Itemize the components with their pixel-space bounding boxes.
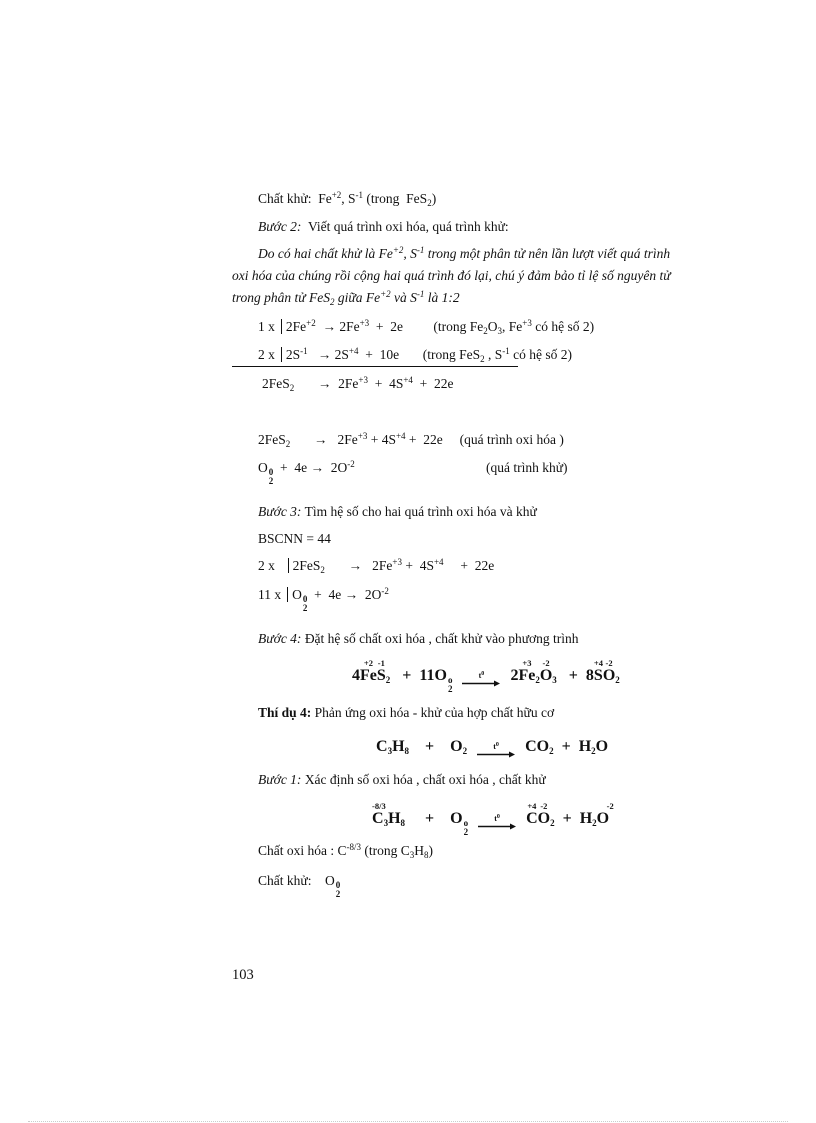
step2-paragraph-line2: oxi hóa của chúng rồi cộng hai quá trình đó lại, chú ý đảm bảo tỉ lệ số nguyên tử	[232, 268, 671, 283]
page-number: 103	[232, 967, 254, 983]
sum-rule	[232, 366, 518, 367]
half-reaction-fe: 1 x $2Fe^{+2} \to 2Fe^{+3} + 2e$ (trong $Fe_2O_3$, $Fe^{+3}$ có hệ số 2)	[258, 318, 595, 336]
oxidation-process: 2FeS$_2$ → $2Fe^{+3} + 4S^{+4} + 22e$ (quá trình oxi hóa )	[258, 431, 564, 449]
ex-step1-heading: Bước 1: Xác định số oxi hóa , chất oxi hóa , chất khử	[258, 772, 546, 787]
step2-paragraph-line1: Do có hai chất khử là $Fe^{+2}$, $S^{-1}$ trong một phân tử nên lần lượt viết quá trình	[258, 245, 671, 261]
multiplied-oxidation: 2 x 2FeS$_2$ → $2Fe^{+3} + 4S^{+4}$ + 22e	[258, 557, 495, 575]
reduction-label: (quá trình khử)	[486, 460, 568, 475]
example4-equation: $C_3H_8$ + $O_2$ $t^0$ $CO_2 + H_2O$	[376, 738, 609, 756]
step2-heading: Bước 2: Viết quá trình oxi hóa, quá trình khử:	[258, 219, 509, 234]
oxidant-line: Chất oxi hóa : $C^{-8/3}$ (trong $C_3H_8$)	[258, 842, 434, 860]
step3-heading: Bước 3: Tìm hệ số cho hai quá trình oxi hóa và khử	[258, 504, 537, 519]
reducer2-line: Chất khử: O 0 2	[258, 873, 341, 899]
reduction-process: O 0 2 + $4e \to 2O^{-2}$	[258, 459, 355, 486]
balanced-equation: 4Fe +2 S -1 $_2$ + 11O o 2 $t^0$ 2Fe +3 $_2$O -2 $_3$ + 8S +4 O -2 $_2$	[352, 658, 620, 694]
multiplied-reduction: 11 x O 0 2 + $4e \to 2O^{-2}$	[258, 586, 389, 613]
step4-heading: Bước 4: Đặt hệ số chất oxi hóa , chất khử vào phương trình	[258, 631, 579, 646]
oxidation-numbers-equation: C -8/3 $_3H_8$ + O o 2 $t^0$ C +4 O -2 $_2 + H_2O$ -2	[372, 801, 614, 837]
lcm-line: BSCNN = 44	[258, 531, 331, 546]
reducer-line: Chất khử: $Fe^{+2}$, $S^{-1}$ (trong FeS$_2$)	[258, 190, 437, 208]
example4-heading: Thí dụ 4: Phản ứng oxi hóa - khử của hợp chất hữu cơ	[258, 705, 555, 720]
footer-dotted-rule	[28, 1121, 788, 1122]
half-reaction-s: 2 x $2S^{-1} \to 2S^{+4} + 10e$ (trong FeS$_2$ , $S^{-1}$ có hệ số 2)	[258, 346, 572, 364]
step2-paragraph-line3: trong phân tử FeS$_2$ giữa $Fe^{+2}$ và $S^{-1}$ là 1:2	[232, 289, 460, 307]
half-reaction-sum: 2FeS$_2$ → $2Fe^{+3} + 4S^{+4} + 22e$	[262, 375, 454, 393]
